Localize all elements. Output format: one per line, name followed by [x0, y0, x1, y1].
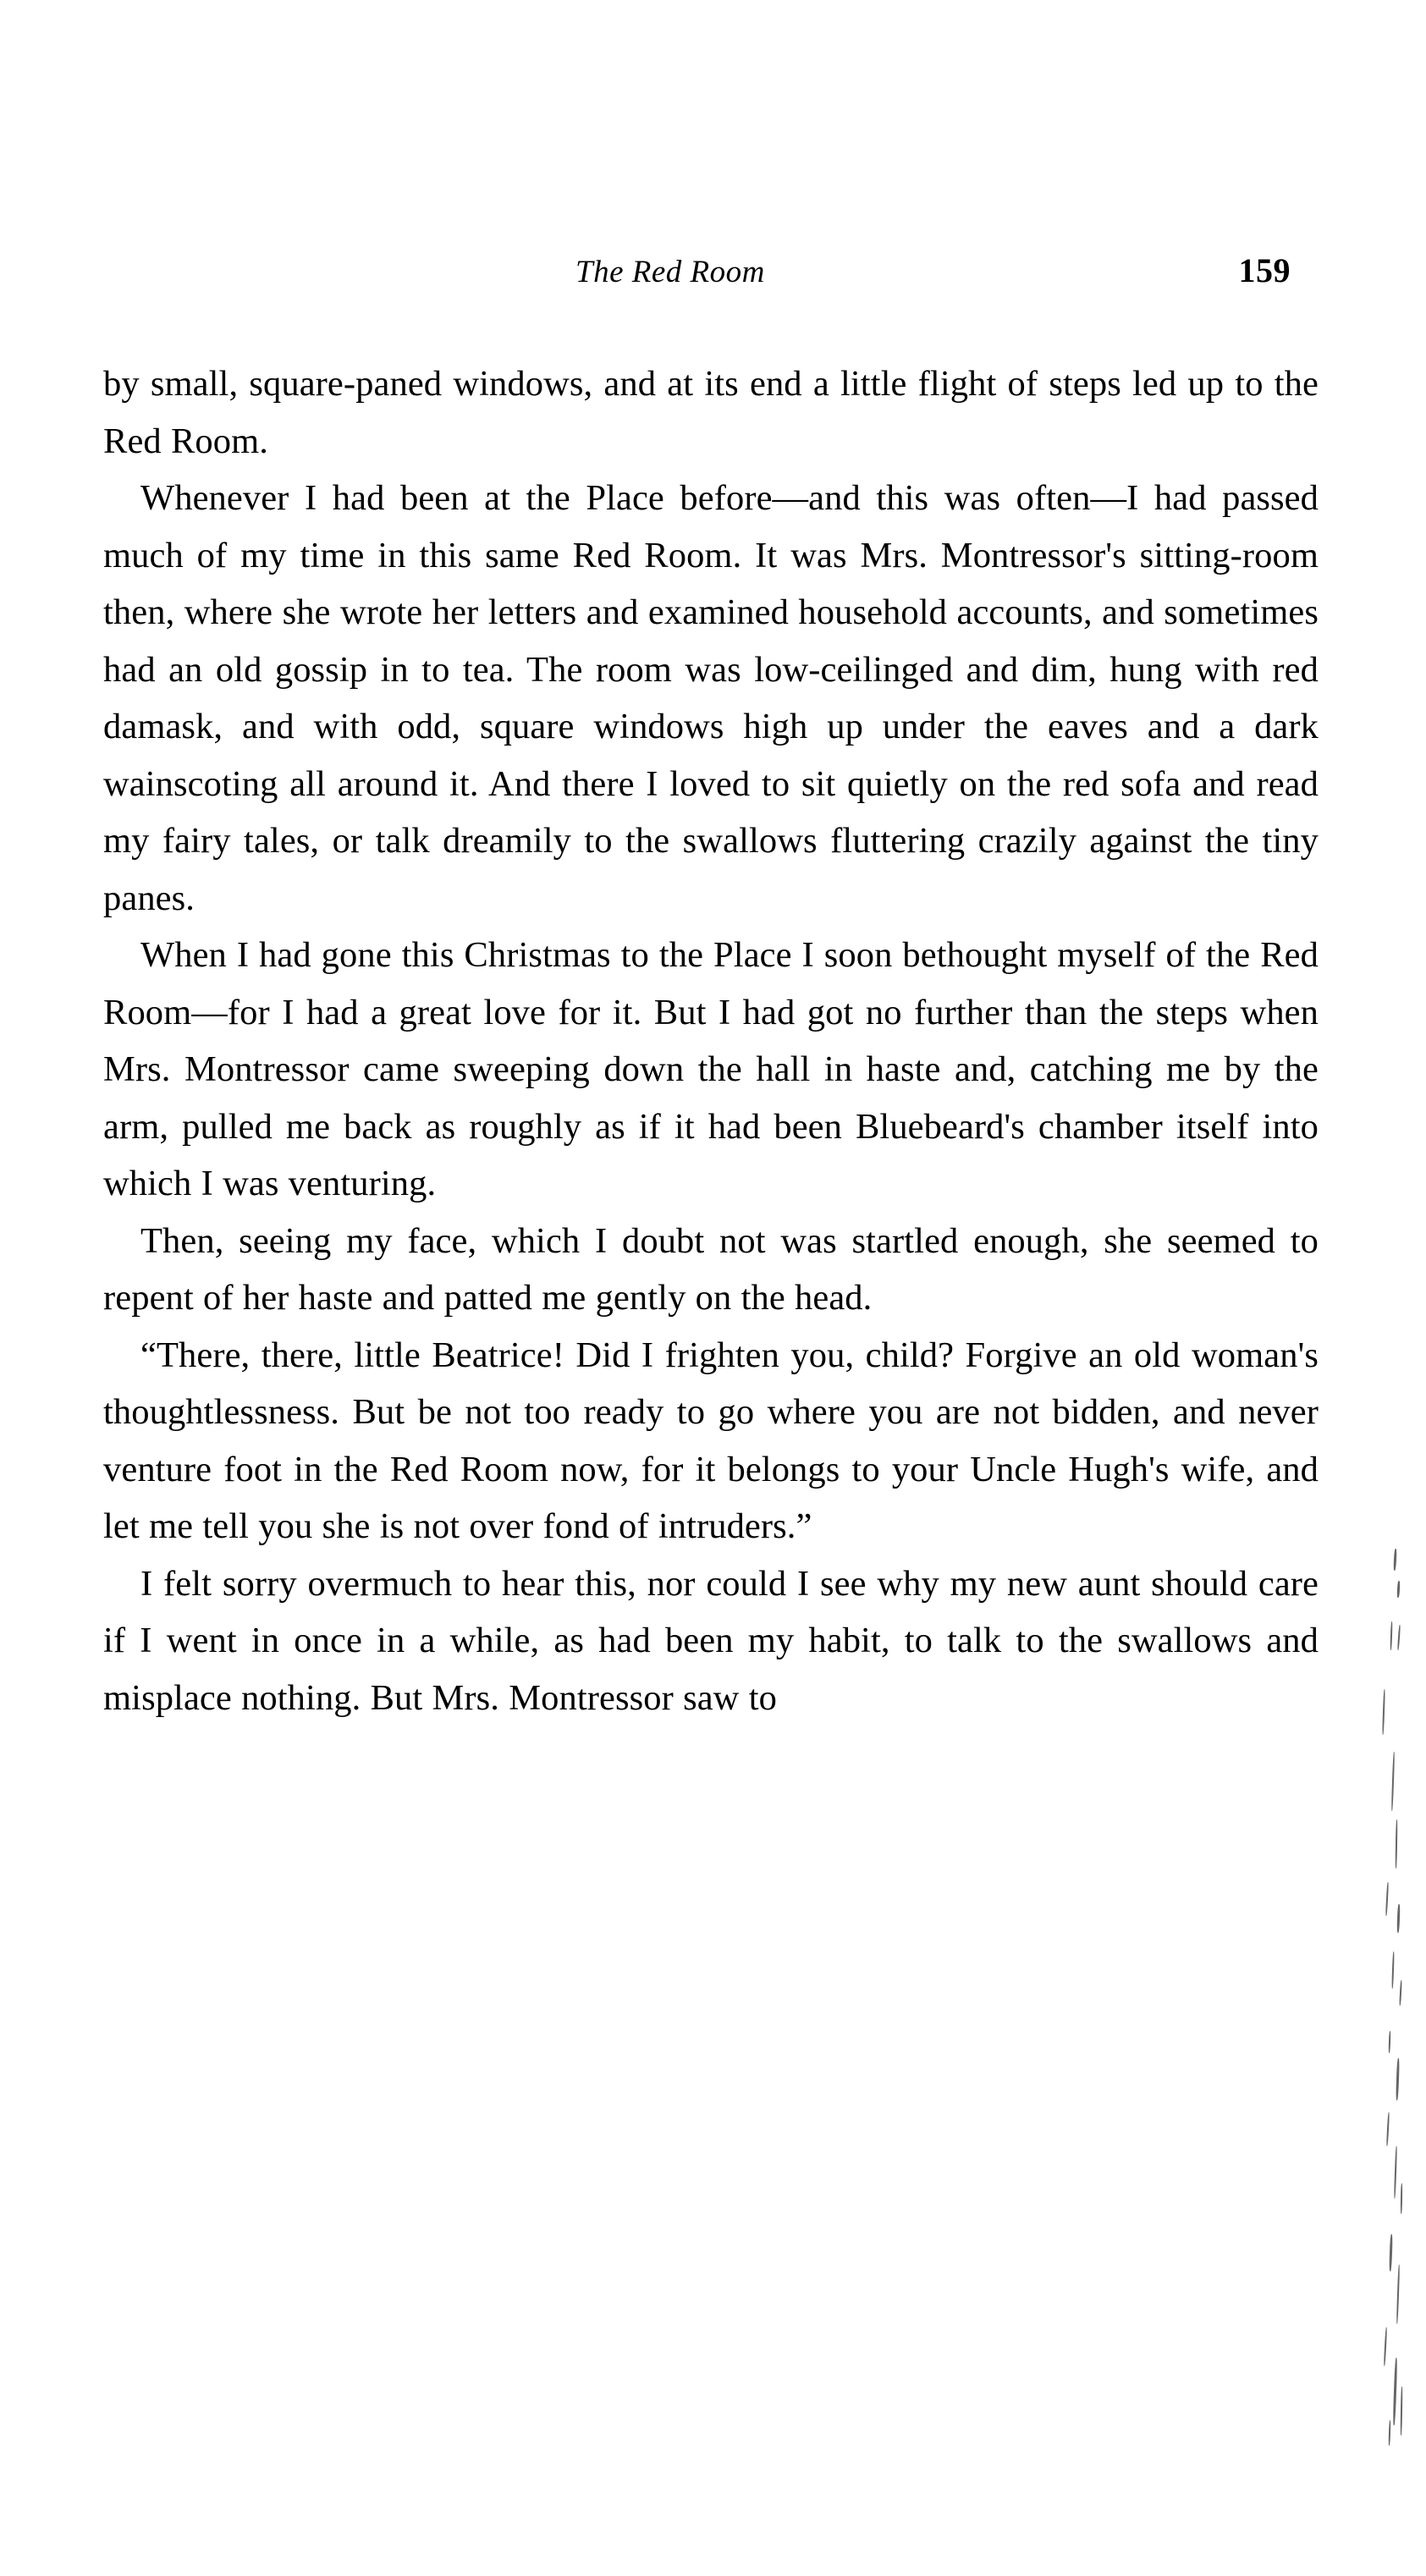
paragraph: “There, there, little Beatrice! Did I frighten you, child? Forgive an old woman's thoughtlessness. But be not too ready to go where you are not bidden, and never venture foot in the Red Room now, for it belongs to your Uncle Hugh's wife, and let me tell you she is not over fond of intruders.” — [103, 1335, 1319, 1546]
scan-edge-artifact — [1372, 1540, 1407, 2454]
body-text-block — [103, 355, 1319, 1726]
page-number: 159 — [1238, 251, 1291, 289]
paragraph: I felt sorry overmuch to hear this, nor could I see why my new aunt should care if I went in once in a while, as had been my habit, to talk to the swallows and misplace nothing. But Mrs. Montressor saw to — [103, 1563, 1319, 1718]
paragraph: by small, square-paned windows, and at its end a little flight of steps led up to the Red Room. — [103, 364, 1319, 461]
paragraph: When I had gone this Christmas to the Place I soon bethought myself of the Red Room—for I had a great love for it. But I had got no further than the steps when Mrs. Montressor came sweeping down the hall in haste and, catching me by the arm, pulled me back as roughly as if it had been Bluebeard's chamber itself into which I was venturing. — [103, 935, 1319, 1203]
running-head-title: The Red Room — [575, 255, 765, 289]
page-header — [102, 251, 1329, 305]
paragraph: Whenever I had been at the Place before—and this was often—I had passed much of my time in this same Red Room. It was Mrs. Montressor's sitting-room then, where she wrote her letters and examined household accounts, and sometimes had an old gossip in to tea. The room was low-ceilinged and dim, hung with red damask, and with odd, square windows high up under the eaves and a dark wainscoting all around it. And there I loved to sit quietly on the red sofa and read my fairy tales, or talk dreamily to the swallows fluttering crazily against the tiny panes. — [103, 478, 1319, 918]
paragraph: Then, seeing my face, which I doubt not was startled enough, she seemed to repent of her haste and patted me gently on the head. — [103, 1220, 1319, 1318]
